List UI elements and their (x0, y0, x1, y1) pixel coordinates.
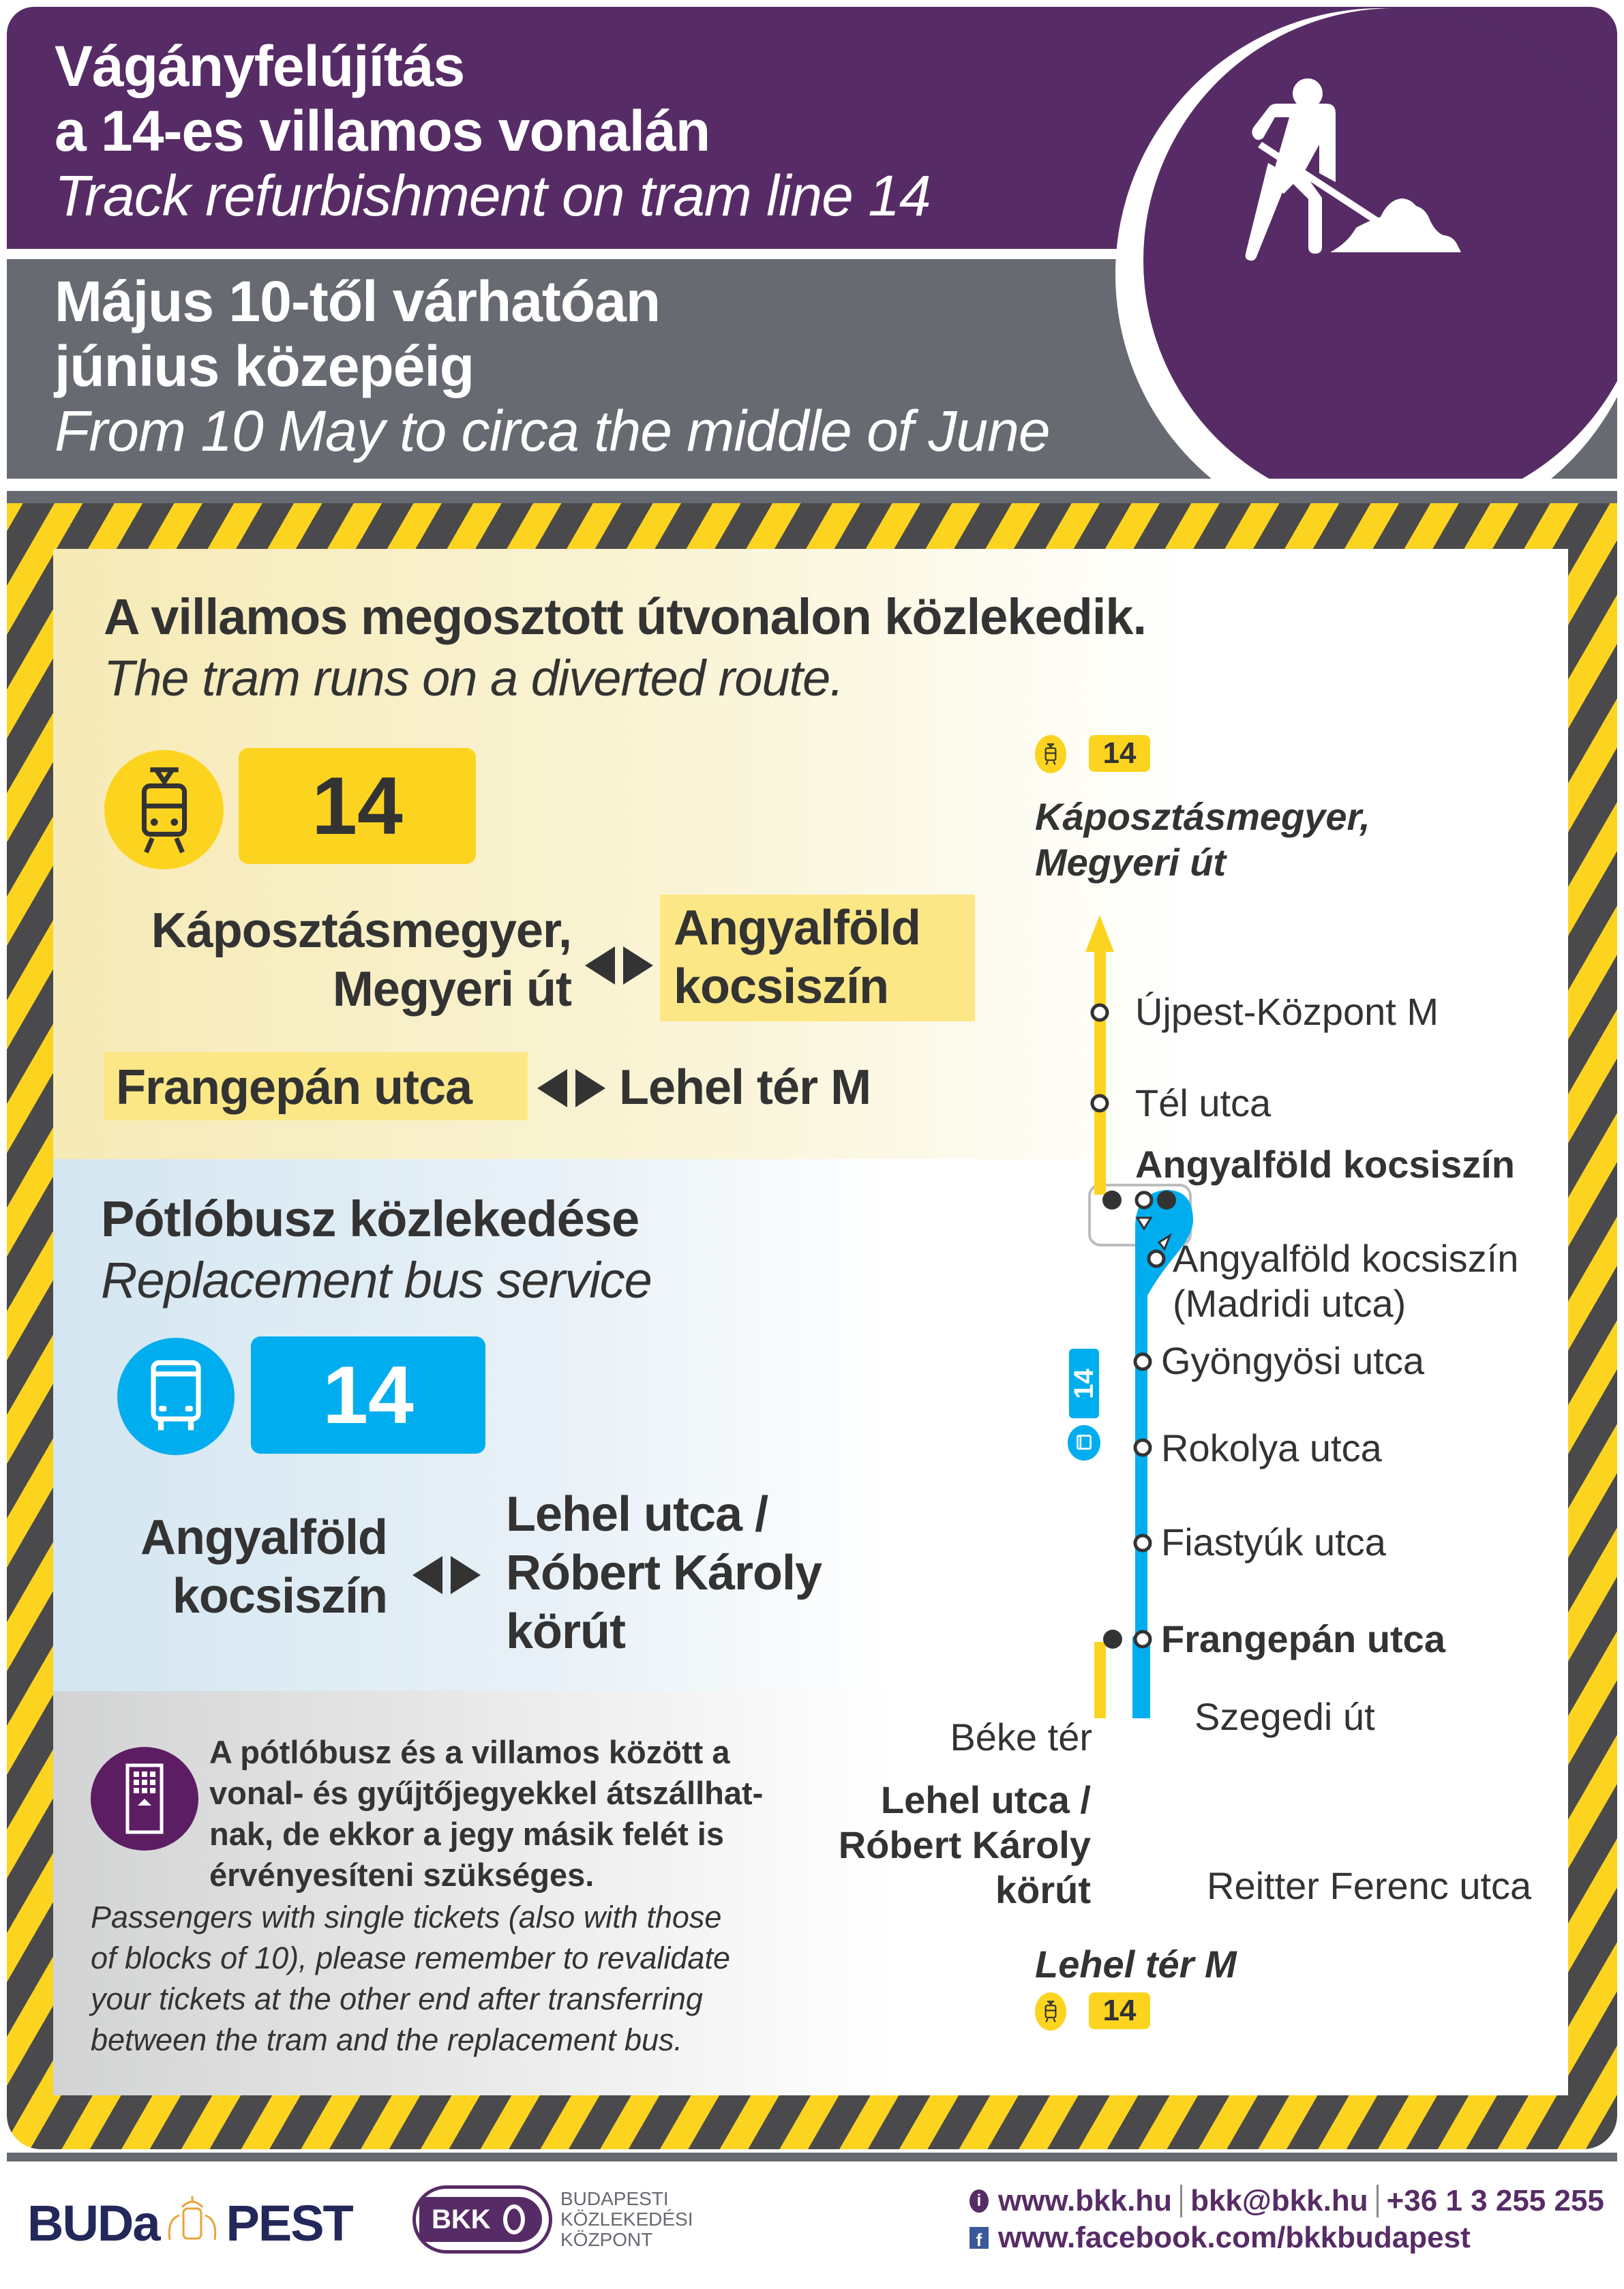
map-top-line-badge: 14 (1089, 735, 1150, 772)
bkk-logo-ring-icon (503, 2204, 525, 2234)
stop-szegedi: Szegedi út (1194, 1695, 1375, 1738)
tram-icon (1043, 743, 1058, 766)
title-hu-line2: a 14-es villamos vonalán (55, 99, 710, 163)
stop-gyongyosi: Gyöngyösi utca (1161, 1339, 1424, 1382)
bidirectional-arrow-icon (585, 946, 653, 988)
bkk-name-line1: BUDAPESTI (560, 2188, 669, 2209)
hazard-top-bar (7, 491, 1617, 503)
info-en-line1: Passengers with single tickets (also with those (91, 1900, 722, 1934)
info-en-line2: of blocks of 10), please remember to revalidate (91, 1941, 730, 1975)
header-gap (1091, 479, 1624, 492)
title-hu-line1: Vágányfelújítás (55, 34, 465, 98)
bus-icon (1075, 1434, 1093, 1452)
stop-beke: Béke tér (950, 1716, 1092, 1759)
tram-mode-circle (104, 750, 224, 869)
stop-tel: Tél utca (1135, 1081, 1272, 1124)
bidirectional-arrow-icon (412, 1556, 481, 1598)
bus-route-to-line3: körút (506, 1604, 625, 1659)
bkk-logo-text: BKK (432, 2204, 491, 2234)
map-bottom-terminus: Lehel tér M (1035, 1943, 1237, 1986)
budapest-logo-buda: BUDa (27, 2194, 160, 2251)
header-edge (1617, 0, 1624, 545)
budapest-coat-of-arms-icon (162, 2192, 223, 2254)
map-top-terminus-line2: Megyeri út (1035, 841, 1227, 884)
ticket-validator-icon (125, 1763, 164, 1834)
facebook-icon: f (969, 2227, 989, 2249)
roadworks-badge (1143, 8, 1624, 513)
separator (1180, 2185, 1182, 2217)
stop-angyalfold-madridi-line1: Angyalföld kocsiszín (1173, 1237, 1519, 1280)
tram-line-badge: 14 (239, 748, 476, 864)
tram-route2-to: Lehel tér M (619, 1060, 871, 1115)
info-hu-line1: A pótlóbusz és a villamos között a (209, 1734, 730, 1770)
date-hu-line2: június közepéig (55, 334, 475, 398)
footer-divider (7, 2153, 1617, 2161)
bkk-name (560, 2189, 693, 2250)
map-bus-circle (1068, 1425, 1100, 1461)
map-bottom-tram-circle (1035, 1992, 1066, 2031)
tram-route1-to-line2: kocsiszín (674, 959, 889, 1014)
contact-line (969, 2185, 1604, 2217)
map-top-tram-circle (1035, 735, 1066, 773)
stop-lehel-line3: körút (995, 1868, 1091, 1911)
stop-fiastyuk: Fiastyúk utca (1161, 1521, 1386, 1564)
stop-reitter: Reitter Ferenc utca (1207, 1864, 1532, 1907)
map-bus-line-number: 14 (1068, 1368, 1099, 1399)
stop-angyalfold: Angyalföld kocsiszín (1135, 1143, 1515, 1186)
budapest-logo (27, 2192, 352, 2254)
bkk-logo (419, 2197, 542, 2242)
bus-route-to-line1: Lehel utca / (506, 1487, 768, 1542)
phone-number: +36 1 3 255 255 (1386, 2184, 1604, 2217)
separator (1377, 2185, 1379, 2217)
stop-rokolya: Rokolya utca (1161, 1426, 1382, 1469)
info-icon: i (969, 2189, 989, 2213)
bkk-name-line3: KÖZPONT (560, 2229, 653, 2250)
bkk-name-line2: KÖZLEKEDÉSI (560, 2209, 693, 2230)
ticket-validator-badge (91, 1747, 198, 1851)
title-en: Track refurbishment on tram line 14 (55, 164, 931, 228)
info-hu-line3: nak, de ekkor a jegy másik felét is (209, 1816, 725, 1852)
info-hu-line4: érvényesíteni szükséges. (209, 1857, 595, 1893)
bus-icon (147, 1359, 205, 1434)
bus-heading-hu: Pótlóbusz közlekedése (101, 1191, 640, 1247)
info-en-line3: your tickets at the other end after transferring (91, 1981, 703, 2016)
stop-angyalfold-madridi-line2: (Madridi utca) (1173, 1282, 1407, 1325)
map-top-terminus-line1: Káposztásmegyer, (1035, 795, 1370, 838)
email-link[interactable]: bkk@bkk.hu (1190, 2184, 1368, 2217)
date-en: From 10 May to circa the middle of June (55, 399, 1050, 463)
tram-heading-hu: A villamos megosztott útvonalon közlekedik. (104, 588, 1147, 645)
website-link[interactable]: www.bkk.hu (998, 2184, 1173, 2217)
bidirectional-arrow-icon (537, 1069, 605, 1111)
tram-icon (134, 766, 195, 854)
facebook-link[interactable]: www.facebook.com/bkkbudapest (998, 2221, 1471, 2254)
info-en-line4: between the tram and the replacement bus. (91, 2022, 683, 2057)
tram-route1-from-line2: Megyeri út (332, 962, 571, 1017)
stop-ujpest: Újpest-Központ M (1135, 990, 1439, 1033)
bus-mode-circle (117, 1338, 235, 1455)
tram-route1-from-line1: Káposztásmegyer, (151, 903, 571, 958)
map-bottom-line-badge: 14 (1089, 1992, 1150, 2029)
stop-lehel-line2: Róbert Károly (838, 1823, 1091, 1866)
roadworks-worker-icon (1143, 8, 1624, 513)
info-hu-line2: vonal- és gyűjtőjegyekkel átszállhat- (209, 1775, 764, 1811)
tram-route2-from: Frangepán utca (116, 1060, 472, 1115)
bus-route-to-line2: Róbert Károly (506, 1546, 822, 1600)
facebook-line (969, 2223, 1471, 2253)
tram-heading-en: The tram runs on a diverted route. (104, 650, 843, 706)
budapest-logo-pest: PEST (226, 2194, 352, 2251)
bus-heading-en: Replacement bus service (101, 1252, 652, 1308)
stop-frangepan: Frangepán utca (1161, 1617, 1445, 1660)
tram-route1-to-line1: Angyalföld (674, 901, 920, 955)
bus-route-from-line1: Angyalföld (140, 1510, 387, 1565)
date-hu-line1: Május 10-től várhatóan (55, 269, 661, 333)
bus-route-from-line2: kocsiszín (172, 1569, 387, 1624)
bus-line-badge: 14 (251, 1336, 485, 1454)
tram-icon (1043, 2000, 1058, 2023)
map-bus-line-badge (1069, 1349, 1099, 1418)
stop-lehel-line1: Lehel utca / (880, 1778, 1091, 1821)
